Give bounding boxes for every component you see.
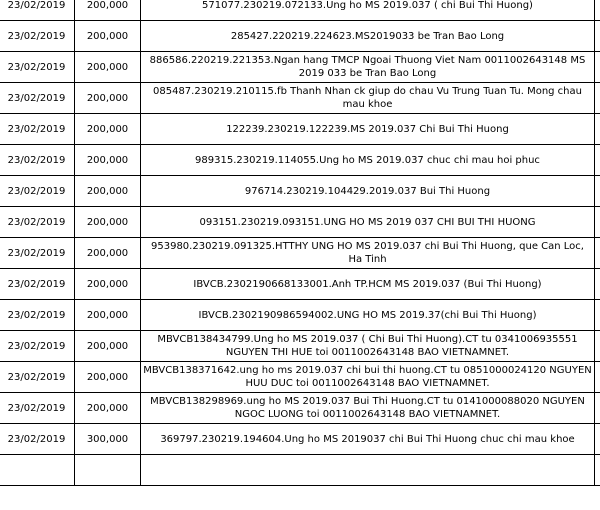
empty-cell — [595, 52, 600, 83]
amount-cell: 200,000 — [75, 52, 141, 83]
empty-cell — [595, 455, 600, 486]
table-row — [0, 21, 600, 52]
empty-cell — [595, 393, 600, 424]
date-cell: 23/02/2019 — [0, 393, 75, 424]
table-row — [0, 362, 600, 393]
description-cell: 085487.230219.210115.fb Thanh Nhan ck giup do chau Vu Trung Tuan Tu. Mong chau mau khoe — [141, 83, 595, 114]
date-cell: 23/02/2019 — [0, 0, 75, 21]
amount-cell: 200,000 — [75, 0, 141, 21]
amount-cell: 300,000 — [75, 424, 141, 455]
amount-cell: 200,000 — [75, 207, 141, 238]
table-row — [0, 207, 600, 238]
amount-cell: 200,000 — [75, 21, 141, 52]
description-cell: 285427.220219.224623.MS2019033 be Tran Bao Long — [141, 21, 595, 52]
amount-cell: 200,000 — [75, 331, 141, 362]
date-cell: 23/02/2019 — [0, 331, 75, 362]
amount-cell: 200,000 — [75, 83, 141, 114]
amount-cell: 200,000 — [75, 269, 141, 300]
table-row — [0, 455, 600, 486]
table-row — [0, 52, 600, 83]
description-cell: 093151.230219.093151.UNG HO MS 2019 037 CHI BUI THI HUONG — [141, 207, 595, 238]
table-row — [0, 331, 600, 362]
date-cell: 23/02/2019 — [0, 269, 75, 300]
description-cell: 369797.230219.194604.Ung ho MS 2019037 chi Bui Thi Huong chuc chi mau khoe — [141, 424, 595, 455]
empty-cell — [595, 331, 600, 362]
amount-cell — [75, 455, 141, 486]
description-cell: 122239.230219.122239.MS 2019.037 Chi Bui Thi Huong — [141, 114, 595, 145]
description-cell: 571077.230219.072133.Ung ho MS 2019.037 ( chi Bui Thi Huong) — [141, 0, 595, 21]
description-cell: MBVCB138371642.ung ho ms 2019.037 chi bui thi huong.CT tu 0851000024120 NGUYEN HUU DUC toi 0011002643148 BAO VIETNAMNET. — [141, 362, 595, 393]
table-row — [0, 0, 600, 21]
amount-cell: 200,000 — [75, 300, 141, 331]
date-cell: 23/02/2019 — [0, 207, 75, 238]
empty-cell — [595, 424, 600, 455]
empty-cell — [595, 145, 600, 176]
table-row — [0, 145, 600, 176]
date-cell — [0, 455, 75, 486]
date-cell: 23/02/2019 — [0, 52, 75, 83]
table-row — [0, 393, 600, 424]
table-row — [0, 424, 600, 455]
empty-cell — [595, 238, 600, 269]
description-cell: MBVCB138434799.Ung ho MS 2019.037 ( Chi Bui Thi Huong).CT tu 0341006935551 NGUYEN THI HUE toi 0011002643148 BAO VIETNAMNET. — [141, 331, 595, 362]
description-cell: MBVCB138298969.ung ho MS 2019.037 Bui Thi Huong.CT tu 0141000088020 NGUYEN NGOC LUONG toi 0011002643148 BAO VIETNAMNET. — [141, 393, 595, 424]
description-cell: 953980.230219.091325.HTTHY UNG HO MS 2019.037 chi Bui Thi Huong, que Can Loc, Ha Tinh — [141, 238, 595, 269]
empty-cell — [595, 269, 600, 300]
date-cell: 23/02/2019 — [0, 114, 75, 145]
table-row — [0, 238, 600, 269]
empty-cell — [595, 0, 600, 21]
date-cell: 23/02/2019 — [0, 145, 75, 176]
amount-cell: 200,000 — [75, 393, 141, 424]
empty-cell — [595, 176, 600, 207]
empty-cell — [595, 300, 600, 331]
amount-cell: 200,000 — [75, 362, 141, 393]
date-cell: 23/02/2019 — [0, 362, 75, 393]
empty-cell — [595, 21, 600, 52]
table-row — [0, 83, 600, 114]
description-cell: 989315.230219.114055.Ung ho MS 2019.037 chuc chi mau hoi phuc — [141, 145, 595, 176]
empty-cell — [595, 362, 600, 393]
description-cell — [141, 455, 595, 486]
amount-cell: 200,000 — [75, 145, 141, 176]
description-cell: 976714.230219.104429.2019.037 Bui Thi Huong — [141, 176, 595, 207]
amount-cell: 200,000 — [75, 238, 141, 269]
table-row — [0, 269, 600, 300]
table-row — [0, 176, 600, 207]
amount-cell: 200,000 — [75, 176, 141, 207]
description-cell: IBVCB.2302190668133001.Anh TP.HCM MS 2019.037 (Bui Thi Huong) — [141, 269, 595, 300]
date-cell: 23/02/2019 — [0, 21, 75, 52]
description-cell: 886586.220219.221353.Ngan hang TMCP Ngoai Thuong Viet Nam 0011002643148 MS 2019 033 be Tran Bao Long — [141, 52, 595, 83]
amount-cell: 200,000 — [75, 114, 141, 145]
empty-cell — [595, 83, 600, 114]
date-cell: 23/02/2019 — [0, 83, 75, 114]
empty-cell — [595, 207, 600, 238]
date-cell: 23/02/2019 — [0, 238, 75, 269]
date-cell: 23/02/2019 — [0, 300, 75, 331]
date-cell: 23/02/2019 — [0, 176, 75, 207]
date-cell: 23/02/2019 — [0, 424, 75, 455]
description-cell: IBVCB.2302190986594002.UNG HO MS 2019.37(chi Bui Thi Huong) — [141, 300, 595, 331]
table-row — [0, 114, 600, 145]
empty-cell — [595, 114, 600, 145]
table-row — [0, 300, 600, 331]
